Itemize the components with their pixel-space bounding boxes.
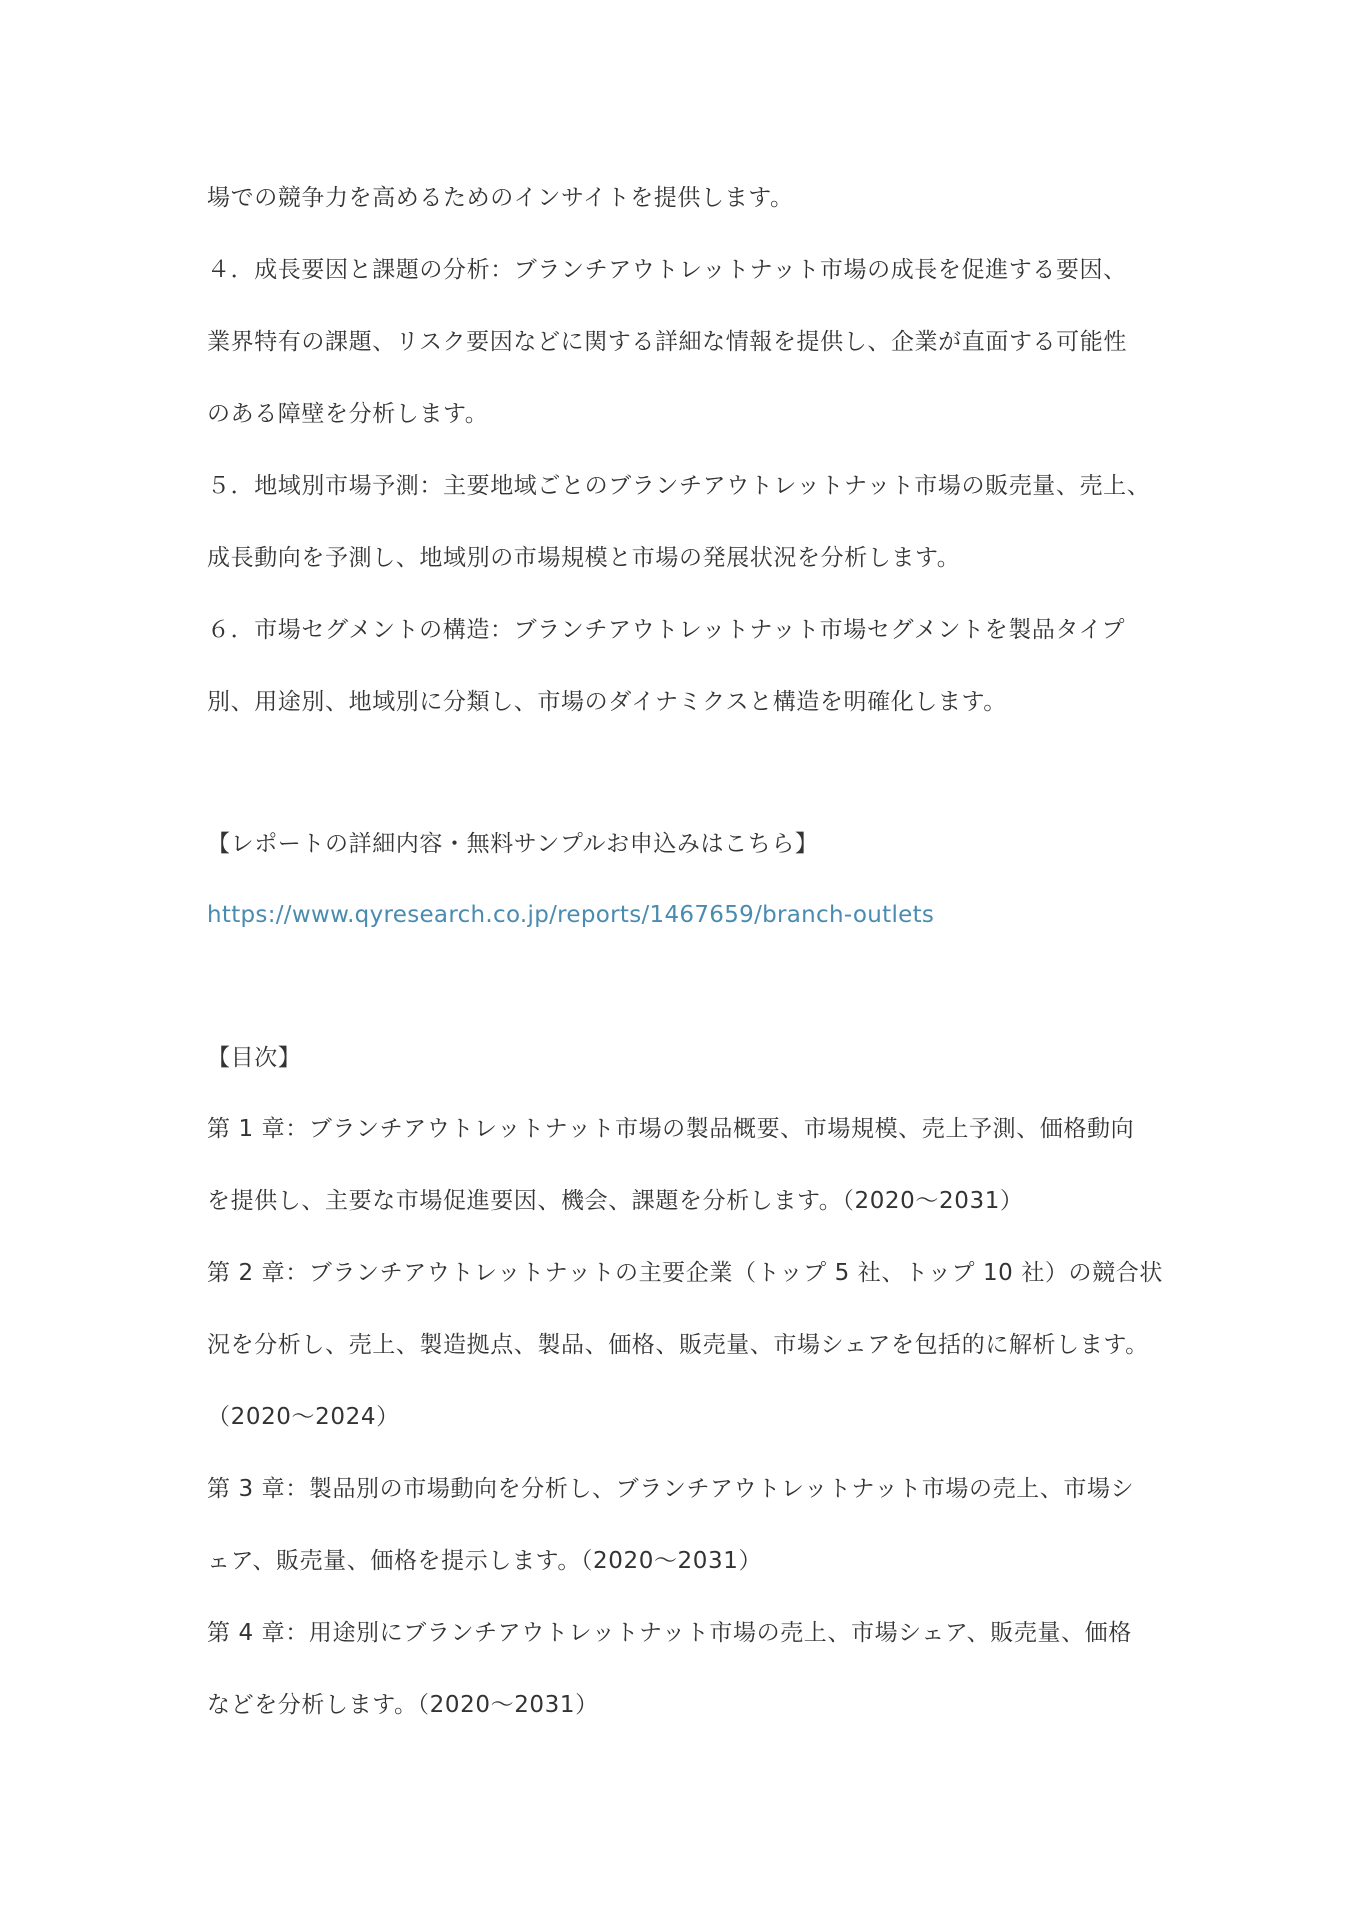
toc-line: 況を分析し、売上、製造拠点、製品、価格、販売量、市場シェアを包括的に解析します。 bbox=[207, 1332, 1149, 1358]
body-line: ４．成長要因と課題の分析：ブランチアウトレットナット市場の成長を促進する要因、 bbox=[207, 257, 1127, 283]
body-line: 業界特有の課題、リスク要因などに関する詳細な情報を提供し、企業が直面する可能性 bbox=[207, 329, 1127, 355]
toc-line: 第 4 章：用途別にブランチアウトレットナット市場の売上、市場シェア、販売量、価格 bbox=[207, 1620, 1132, 1646]
toc-heading: 【目次】 bbox=[207, 1045, 302, 1071]
report-link[interactable]: https://www.qyresearch.co.jp/reports/1467659/branch-outlets bbox=[207, 902, 935, 928]
body-line: ５．地域別市場予測：主要地域ごとのブランチアウトレットナット市場の販売量、売上、 bbox=[207, 473, 1151, 499]
toc-line: 第 1 章：ブランチアウトレットナット市場の製品概要、市場規模、売上予測、価格動向 bbox=[207, 1116, 1135, 1142]
body-line: 場での競争力を高めるためのインサイトを提供します。 bbox=[207, 185, 794, 211]
toc-line: ェア、販売量、価格を提示します。（2020～2031） bbox=[207, 1548, 763, 1574]
toc-line: （2020～2024） bbox=[207, 1404, 400, 1430]
toc-line: 第 3 章：製品別の市場動向を分析し、ブランチアウトレットナット市場の売上、市場シ bbox=[207, 1476, 1135, 1502]
toc-line: などを分析します。（2020～2031） bbox=[207, 1692, 599, 1718]
body-line: 成長動向を予測し、地域別の市場規模と市場の発展状況を分析します。 bbox=[207, 545, 961, 571]
body-line: のある障壁を分析します。 bbox=[207, 401, 489, 427]
report-heading: 【レポートの詳細内容・無料サンプルお申込みはこちら】 bbox=[207, 831, 819, 857]
body-line: 別、用途別、地域別に分類し、市場のダイナミクスと構造を明確化します。 bbox=[207, 689, 1007, 715]
toc-line: を提供し、主要な市場促進要因、機会、課題を分析します。（2020～2031） bbox=[207, 1188, 1024, 1214]
toc-line: 第 2 章：ブランチアウトレットナットの主要企業（トップ 5 社、トップ 10 社）の競合状 bbox=[207, 1260, 1163, 1286]
body-line: ６．市場セグメントの構造：ブランチアウトレットナット市場セグメントを製品タイプ bbox=[207, 617, 1126, 643]
